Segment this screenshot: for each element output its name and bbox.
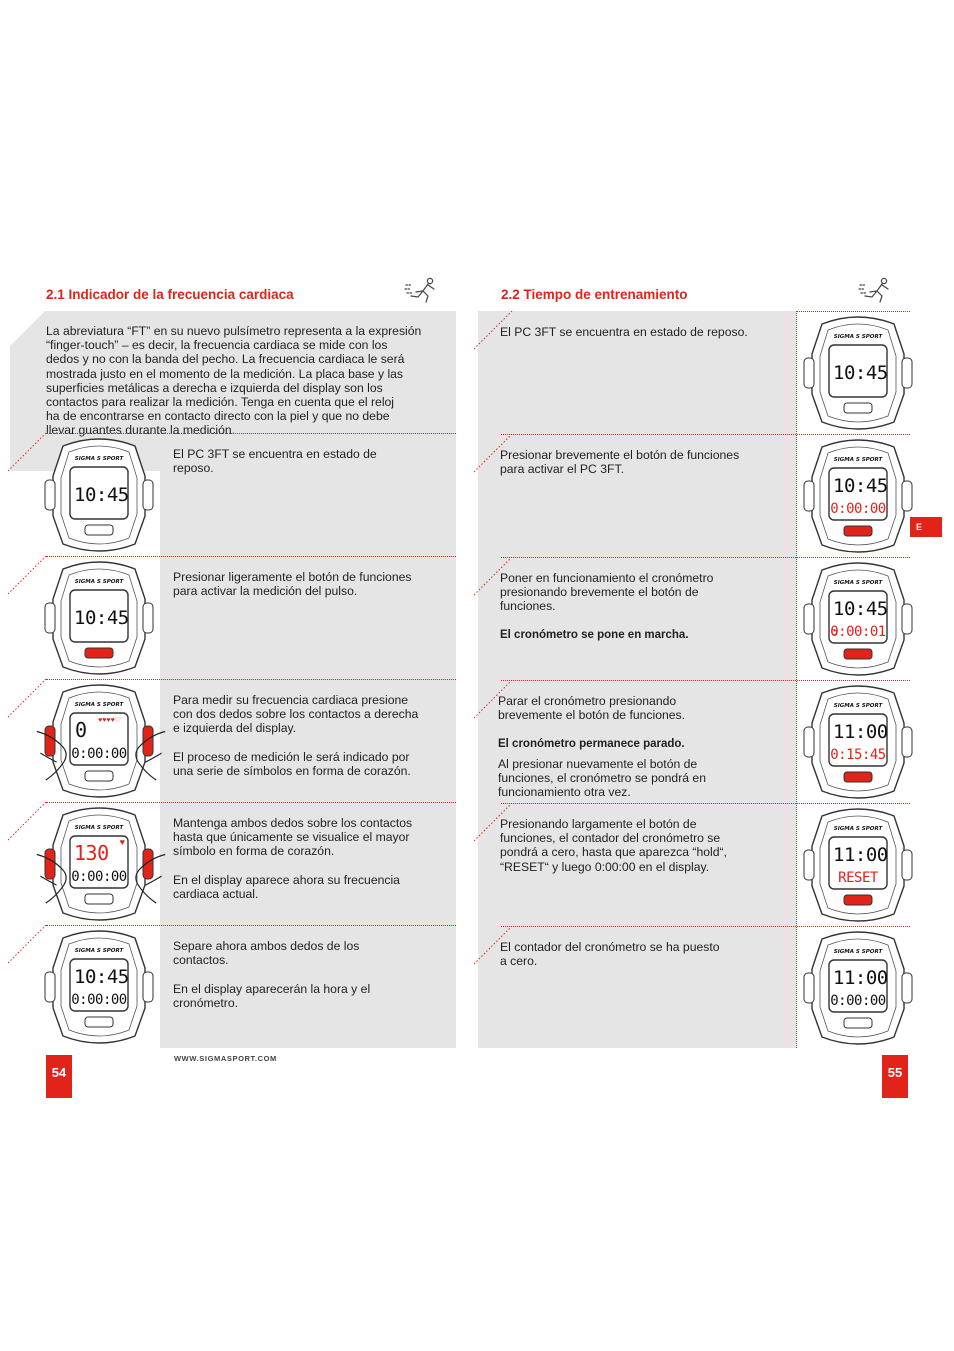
step-paragraph xyxy=(173,939,455,967)
step-line: pondrá a cero, hasta que aparezca “hold“, xyxy=(500,845,727,860)
display-main-digits: 0 xyxy=(75,718,87,742)
finger-icon xyxy=(131,722,167,786)
watch-figure xyxy=(43,805,155,923)
watch-illustration xyxy=(43,928,155,1046)
step-text xyxy=(173,816,455,901)
display-main-digits: 10:45 xyxy=(833,362,888,384)
watch-figure xyxy=(43,559,155,677)
intro-text xyxy=(46,324,451,438)
step-diagonal-rule xyxy=(474,434,524,484)
watch-figure xyxy=(802,314,914,432)
display-main-digits: 11:00 xyxy=(833,844,888,866)
step-line: En el display aparecerán la hora y el xyxy=(173,981,371,996)
step-bold-note: El cronómetro permanece parado. xyxy=(498,737,685,750)
step-paragraph xyxy=(498,757,788,800)
step-line: Para medir su frecuencia cardiaca presione xyxy=(173,693,409,707)
step-separator xyxy=(501,557,910,558)
right-section-heading: 2.2 Tiempo de entrenamiento xyxy=(501,287,688,302)
step-paragraph xyxy=(173,447,455,475)
display-main-digits: 10:45 xyxy=(74,607,129,629)
step-line: En el display aparece ahora su frecuencia xyxy=(173,872,400,887)
step-text xyxy=(173,939,455,1010)
step-line: brevemente el botón de funciones. xyxy=(498,708,686,723)
step-diagonal-rule xyxy=(8,433,58,483)
display-main-digits: 10:45 xyxy=(833,475,888,497)
step-line: Al presionar nuevamente el botón de xyxy=(498,756,698,771)
finger-icon xyxy=(35,845,71,909)
step-paragraph xyxy=(173,570,455,598)
step-paragraph xyxy=(173,750,455,778)
step-line: una serie de símbolos en forma de corazón. xyxy=(173,764,411,778)
step-separator xyxy=(501,434,910,435)
brand-logo-text: SIGMA S SPORT xyxy=(74,948,124,954)
step-paragraph xyxy=(173,693,455,736)
step-line: hasta que únicamente se visualice el mayor xyxy=(173,830,410,845)
step-line: El contador del cronómetro se ha puesto xyxy=(500,940,720,954)
step-paragraph xyxy=(500,448,790,476)
step-text xyxy=(500,325,790,339)
step-text xyxy=(173,570,455,598)
step-paragraph xyxy=(500,325,790,339)
step-paragraph xyxy=(173,873,455,901)
step-line: Poner en funcionamiento el cronómetro xyxy=(500,571,714,585)
brand-logo-text: SIGMA S SPORT xyxy=(74,579,124,585)
finger-icon xyxy=(35,722,71,786)
watch-figure xyxy=(43,928,155,1046)
intro-line: mostrada justo en el momento de la medición. La placa base y las xyxy=(46,366,404,381)
step-text xyxy=(500,817,790,874)
step-line: El proceso de medición le será indicado por xyxy=(173,749,410,764)
step-line: a cero. xyxy=(500,954,538,969)
watch-illustration xyxy=(802,560,914,678)
watch-illustration xyxy=(43,436,155,554)
brand-logo-text: SIGMA S SPORT xyxy=(833,334,883,340)
display-main-digits: 10:45 xyxy=(74,484,129,506)
step-line: Separe ahora ambos dedos de los xyxy=(173,939,360,953)
brand-logo-text: SIGMA S SPORT xyxy=(74,456,124,462)
brand-logo-text: SIGMA S SPORT xyxy=(74,702,124,708)
step-text xyxy=(500,940,790,968)
watch-figure xyxy=(802,560,914,678)
step-line: “RESET“ y luego 0:00:00 en el display. xyxy=(500,859,710,874)
display-main-digits: 10:45 xyxy=(74,966,129,988)
step-text xyxy=(500,448,790,476)
display-secondary-digits: RESET xyxy=(838,870,878,886)
step-line: El PC 3FT se encuentra en estado de reposo. xyxy=(500,325,748,339)
display-secondary-digits: 0:00:00 xyxy=(71,746,127,762)
watch-figure xyxy=(802,929,914,1047)
step-line: Presionar brevemente el botón de funciones xyxy=(500,448,740,462)
step-text xyxy=(498,694,788,799)
step-paragraph xyxy=(173,982,455,1010)
step-line: con dos dedos sobre los contactos a derecha xyxy=(173,707,419,722)
heart-symbols-icon: ♥ xyxy=(119,837,125,847)
step-diagonal-rule xyxy=(474,803,524,853)
watch-figure xyxy=(802,806,914,924)
brand-logo-text: SIGMA S SPORT xyxy=(833,949,883,955)
display-secondary-digits: 0:00:00 xyxy=(830,501,886,517)
step-line: para activar la medición del pulso. xyxy=(173,584,358,599)
step-text xyxy=(173,693,455,778)
brand-logo-text: SIGMA S SPORT xyxy=(833,580,883,586)
display-secondary-digits: 0:00:00 xyxy=(71,992,127,1008)
brand-logo-text: SIGMA S SPORT xyxy=(833,457,883,463)
watch-illustration xyxy=(802,806,914,924)
step-paragraph xyxy=(498,694,788,722)
step-line: cardiaca actual. xyxy=(173,887,259,901)
runner-icon xyxy=(404,276,442,304)
step-separator xyxy=(46,556,456,557)
step-line: funcionamiento otra vez. xyxy=(498,785,631,800)
step-diagonal-rule xyxy=(474,311,524,361)
heart-symbols-icon: ♥♥♥♥♡ xyxy=(98,717,121,724)
watch-illustration xyxy=(43,559,155,677)
display-main-digits: 11:00 xyxy=(833,967,888,989)
display-secondary-digits: 0:00:00 xyxy=(71,869,127,885)
step-line: e izquierda del display. xyxy=(173,721,297,736)
intro-line: superficies metálicas a derecha e izquierda del display son los xyxy=(46,380,383,395)
step-line: Parar el cronómetro presionando xyxy=(498,694,677,708)
watch-illustration xyxy=(802,683,914,801)
step-line: Presionar ligeramente el botón de funciones xyxy=(173,570,412,584)
runner-icon xyxy=(858,276,896,304)
step-line: reposo. xyxy=(173,461,214,476)
step-paragraph xyxy=(500,571,790,614)
step-line: para activar el PC 3FT. xyxy=(500,462,624,477)
step-line: Presionando largamente el botón de xyxy=(500,817,697,831)
page-number-left: 54 xyxy=(46,1055,72,1098)
step-separator xyxy=(501,803,910,804)
intro-line: contactos para realizar la medición. Tenga en cuenta que el reloj xyxy=(46,395,395,410)
step-separator xyxy=(501,926,910,927)
step-diagonal-rule xyxy=(8,802,58,852)
step-diagonal-rule xyxy=(8,556,58,606)
step-paragraph xyxy=(500,817,790,874)
display-main-digits: 10:45 xyxy=(833,598,888,620)
step-separator xyxy=(46,433,456,434)
step-diagonal-rule xyxy=(474,926,524,976)
display-secondary-digits: 0:15:45 xyxy=(830,747,886,763)
step-line: presionando brevemente el botón de xyxy=(500,585,699,600)
step-bold-note: El cronómetro se pone en marcha. xyxy=(500,628,689,641)
watch-figure xyxy=(43,436,155,554)
step-paragraph xyxy=(173,816,455,859)
left-section-heading: 2.1 Indicador de la frecuencia cardiaca xyxy=(46,287,294,302)
step-separator xyxy=(46,925,456,926)
step-text xyxy=(500,571,790,642)
display-main-digits: 11:00 xyxy=(833,721,888,743)
intro-line: La abreviatura “FT” en su nuevo pulsímetro representa a la expresión xyxy=(46,324,422,338)
step-line: Mantenga ambos dedos sobre los contactos xyxy=(173,816,413,830)
intro-line: dedos y no con la banda del pecho. La frecuencia cardiaca le será xyxy=(46,352,405,367)
brand-logo-text: SIGMA S SPORT xyxy=(74,825,124,831)
step-separator xyxy=(46,802,456,803)
watch-figure xyxy=(802,437,914,555)
display-main-digits: 130 xyxy=(74,841,109,865)
step-line: cronómetro. xyxy=(173,995,239,1010)
website-footer: WWW.SIGMASPORT.COM xyxy=(174,1054,277,1063)
step-line: símbolo en forma de corazón. xyxy=(173,844,335,859)
step-separator xyxy=(501,680,910,681)
step-diagonal-rule xyxy=(8,925,58,975)
step-line: funciones, el contador del cronómetro se xyxy=(500,831,721,846)
display-secondary-digits: 0:00:00 xyxy=(830,993,886,1009)
brand-logo-text: SIGMA S SPORT xyxy=(833,826,883,832)
intro-line: ha de encontrarse en contacto directo con la piel y que no debe xyxy=(46,409,390,424)
step-diagonal-rule xyxy=(474,557,524,607)
step-line: funciones. xyxy=(500,599,556,614)
watch-illustration xyxy=(802,314,914,432)
intro-line: “finger-touch” – es decir, la frecuencia cardiaca se mide con los xyxy=(46,338,388,353)
step-separator xyxy=(46,679,456,680)
step-diagonal-rule xyxy=(8,679,58,729)
step-text xyxy=(173,447,455,475)
step-diagonal-rule xyxy=(474,680,524,730)
watch-figure xyxy=(802,683,914,801)
watch-illustration xyxy=(802,929,914,1047)
step-line: El PC 3FT se encuentra en estado de xyxy=(173,447,377,461)
page-number-right: 55 xyxy=(882,1055,908,1098)
finger-icon xyxy=(131,845,167,909)
language-tab[interactable]: E xyxy=(910,517,942,537)
step-line: funciones, el cronómetro se pondrá en xyxy=(498,771,706,785)
step-line: contactos. xyxy=(173,953,229,968)
brand-logo-text: SIGMA S SPORT xyxy=(833,703,883,709)
display-secondary-digits: 0:00:01 xyxy=(830,624,886,640)
intro-line: llevar guantes durante la medición. xyxy=(46,423,236,438)
watch-illustration xyxy=(802,437,914,555)
watch-figure xyxy=(43,682,155,800)
step-paragraph xyxy=(500,940,790,968)
